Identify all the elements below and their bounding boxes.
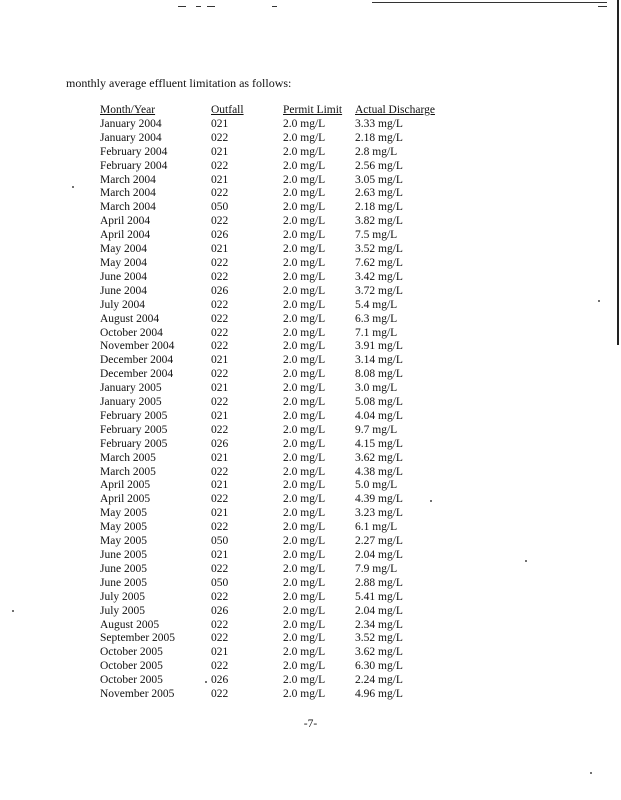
table-row [100, 340, 455, 354]
cell-permit-limit: 2.0 mg/L [283, 535, 326, 548]
cell-actual-discharge: 8.08 mg/L [355, 368, 403, 381]
cell-permit-limit: 2.0 mg/L [283, 521, 326, 534]
cell-actual-discharge: 2.04 mg/L [355, 549, 403, 561]
cell-actual-discharge: 5.41 mg/L [355, 590, 403, 603]
cell-actual-discharge: 5.08 mg/L [355, 396, 403, 409]
table-row [100, 285, 455, 299]
table-row [100, 591, 455, 605]
cell-actual-discharge: 2.18 mg/L [355, 131, 403, 144]
cell-permit-limit: 2.0 mg/L [283, 326, 326, 339]
table-header-row [100, 104, 455, 118]
cell-month-year: March 2004 [100, 187, 156, 200]
cell-actual-discharge: 3.72 mg/L [355, 284, 403, 297]
cell-actual-discharge: 3.14 mg/L [355, 354, 403, 367]
table-row [100, 535, 455, 549]
table-row [100, 410, 455, 424]
cell-permit-limit: 2.0 mg/L [283, 493, 326, 506]
cell-actual-discharge: 4.15 mg/L [355, 437, 403, 450]
cell-month-year: October 2005 [100, 646, 163, 659]
scan-top-rule [372, 2, 607, 3]
header-outfall: Outfall [211, 104, 244, 116]
cell-permit-limit: 2.0 mg/L [283, 173, 326, 186]
cell-month-year: July 2004 [100, 298, 146, 311]
cell-actual-discharge: 7.62 mg/L [355, 256, 403, 269]
cell-month-year: January 2004 [100, 117, 162, 130]
table-row [100, 605, 455, 619]
cell-outfall: 022 [211, 270, 229, 283]
cell-actual-discharge: 3.0 mg/L [355, 382, 398, 395]
cell-permit-limit: 2.0 mg/L [283, 284, 326, 297]
cell-month-year: February 2004 [100, 145, 168, 158]
cell-actual-discharge: 2.56 mg/L [355, 159, 403, 172]
cell-actual-discharge: 4.96 mg/L [355, 688, 403, 701]
scan-speck [525, 560, 527, 562]
cell-permit-limit: 2.0 mg/L [283, 409, 326, 422]
cell-permit-limit: 2.0 mg/L [283, 382, 326, 395]
table-row [100, 257, 455, 271]
table-row [100, 674, 455, 688]
table-row [100, 354, 455, 368]
cell-actual-discharge: 2.88 mg/L [355, 576, 403, 589]
cell-month-year: August 2005 [100, 618, 160, 631]
cell-month-year: May 2005 [100, 521, 147, 534]
cell-actual-discharge: 6.3 mg/L [355, 312, 398, 325]
cell-permit-limit: 2.0 mg/L [283, 396, 326, 409]
cell-month-year: June 2004 [100, 284, 147, 297]
cell-actual-discharge: 3.52 mg/L [355, 243, 403, 256]
table-row [100, 646, 455, 660]
cell-permit-limit: 2.0 mg/L [283, 437, 326, 450]
cell-permit-limit: 2.0 mg/L [283, 354, 326, 367]
cell-permit-limit: 2.0 mg/L [283, 340, 326, 353]
cell-permit-limit: 2.0 mg/L [283, 451, 326, 464]
cell-actual-discharge: 2.24 mg/L [355, 674, 403, 687]
cell-permit-limit: 2.0 mg/L [283, 229, 326, 242]
cell-month-year: May 2004 [100, 243, 147, 256]
cell-outfall: 021 [211, 117, 229, 130]
cell-permit-limit: 2.0 mg/L [283, 159, 326, 172]
cell-month-year: May 2005 [100, 507, 147, 520]
cell-actual-discharge: 3.62 mg/L [355, 451, 403, 464]
table-body [100, 118, 455, 702]
cell-actual-discharge: 7.1 mg/L [355, 326, 398, 339]
cell-month-year: December 2004 [100, 368, 174, 381]
table-row [100, 229, 455, 243]
cell-outfall: 026 [211, 604, 229, 617]
cell-permit-limit: 2.0 mg/L [283, 660, 326, 673]
cell-actual-discharge: 3.33 mg/L [355, 117, 403, 130]
table-row [100, 132, 455, 146]
cell-outfall: 021 [211, 646, 229, 659]
cell-outfall: 050 [211, 201, 229, 214]
cell-outfall: 050 [211, 535, 229, 548]
cell-outfall: 021 [211, 451, 229, 464]
cell-actual-discharge: 2.04 mg/L [355, 604, 403, 617]
cell-actual-discharge: 3.52 mg/L [355, 632, 403, 645]
cell-outfall: 022 [211, 340, 229, 353]
table-row [100, 424, 455, 438]
scan-speck [72, 186, 74, 188]
cell-actual-discharge: 4.38 mg/L [355, 465, 403, 478]
cell-outfall: 022 [211, 590, 229, 603]
cell-actual-discharge: 9.7 mg/L [355, 423, 398, 436]
cell-actual-discharge: 4.04 mg/L [355, 409, 403, 422]
header-permit-limit: Permit Limit [283, 104, 343, 116]
cell-actual-discharge: 5.0 mg/L [355, 479, 398, 492]
scan-dash-mark [598, 6, 607, 7]
scan-dash-mark [207, 6, 215, 7]
cell-outfall: 022 [211, 312, 229, 325]
cell-month-year: November 2005 [100, 688, 175, 701]
cell-actual-discharge: 3.42 mg/L [355, 270, 403, 283]
cell-permit-limit: 2.0 mg/L [283, 201, 326, 214]
cell-actual-discharge: 2.34 mg/L [355, 618, 403, 631]
cell-outfall: 021 [211, 409, 229, 422]
cell-actual-discharge: 6.1 mg/L [355, 521, 398, 534]
cell-permit-limit: 2.0 mg/L [283, 479, 326, 492]
cell-actual-discharge: 6.30 mg/L [355, 660, 403, 673]
cell-month-year: June 2005 [100, 576, 147, 589]
cell-permit-limit: 2.0 mg/L [283, 298, 326, 311]
cell-actual-discharge: 7.5 mg/L [355, 229, 398, 242]
cell-permit-limit: 2.0 mg/L [283, 368, 326, 381]
cell-outfall: 022 [211, 368, 229, 381]
table-row [100, 549, 455, 563]
cell-permit-limit: 2.0 mg/L [283, 131, 326, 144]
cell-month-year: February 2004 [100, 159, 168, 172]
cell-outfall: 026 [211, 229, 229, 242]
header-actual-discharge: Actual Discharge [355, 104, 435, 116]
cell-permit-limit: 2.0 mg/L [283, 187, 326, 200]
cell-outfall: 021 [211, 145, 229, 158]
cell-permit-limit: 2.0 mg/L [283, 604, 326, 617]
table-row [100, 160, 455, 174]
cell-permit-limit: 2.0 mg/L [283, 590, 326, 603]
table-row [100, 577, 455, 591]
cell-month-year: April 2004 [100, 229, 151, 242]
cell-month-year: June 2005 [100, 562, 147, 575]
cell-actual-discharge: 2.27 mg/L [355, 535, 403, 548]
cell-permit-limit: 2.0 mg/L [283, 256, 326, 269]
table-row [100, 174, 455, 188]
scan-right-edge-line [617, 0, 619, 345]
cell-month-year: January 2004 [100, 131, 162, 144]
cell-month-year: November 2004 [100, 340, 175, 353]
cell-month-year: October 2005 [100, 660, 163, 673]
cell-permit-limit: 2.0 mg/L [283, 423, 326, 436]
cell-actual-discharge: 3.23 mg/L [355, 507, 403, 520]
table-row [100, 187, 455, 201]
cell-permit-limit: 2.0 mg/L [283, 465, 326, 478]
cell-month-year: December 2004 [100, 354, 174, 367]
table-row [100, 688, 455, 702]
cell-actual-discharge: 3.62 mg/L [355, 646, 403, 659]
table-row [100, 215, 455, 229]
table-row [100, 396, 455, 410]
cell-actual-discharge: 5.4 mg/L [355, 298, 398, 311]
cell-month-year: January 2005 [100, 396, 162, 409]
cell-outfall: 021 [211, 479, 229, 492]
cell-month-year: March 2005 [100, 465, 156, 478]
cell-month-year: April 2005 [100, 479, 151, 492]
cell-outfall: 026 [211, 284, 229, 297]
cell-outfall: 021 [211, 382, 229, 395]
cell-outfall: 022 [211, 326, 229, 339]
table-row [100, 368, 455, 382]
cell-outfall: 022 [211, 215, 229, 228]
table-row [100, 243, 455, 257]
cell-month-year: March 2005 [100, 451, 156, 464]
cell-actual-discharge: 3.82 mg/L [355, 215, 403, 228]
cell-permit-limit: 2.0 mg/L [283, 646, 326, 659]
table-row [100, 619, 455, 633]
cell-month-year: April 2005 [100, 493, 151, 506]
table-row [100, 327, 455, 341]
table-row [100, 201, 455, 215]
cell-permit-limit: 2.0 mg/L [283, 312, 326, 325]
cell-actual-discharge: 4.39 mg/L [355, 493, 403, 506]
cell-permit-limit: 2.0 mg/L [283, 270, 326, 283]
cell-outfall: 022 [211, 521, 229, 534]
cell-permit-limit: 2.0 mg/L [283, 632, 326, 645]
cell-month-year: October 2004 [100, 326, 163, 339]
cell-permit-limit: 2.0 mg/L [283, 243, 326, 256]
scan-dash-mark [196, 6, 201, 7]
table-row [100, 452, 455, 466]
cell-permit-limit: 2.0 mg/L [283, 215, 326, 228]
table-row [100, 563, 455, 577]
table-row [100, 507, 455, 521]
page-number: -7- [303, 718, 318, 730]
scan-speck [598, 300, 600, 302]
cell-month-year: June 2005 [100, 549, 147, 561]
cell-permit-limit: 2.0 mg/L [283, 562, 326, 575]
table-row [100, 632, 455, 646]
cell-outfall: 026 [211, 674, 229, 687]
cell-actual-discharge: 2.8 mg/L [355, 145, 398, 158]
cell-permit-limit: 2.0 mg/L [283, 674, 326, 687]
cell-outfall: 022 [211, 396, 229, 409]
effluent-table [100, 104, 455, 702]
cell-outfall: 022 [211, 298, 229, 311]
scan-speck [590, 772, 592, 774]
cell-outfall: 022 [211, 688, 229, 701]
cell-actual-discharge: 2.63 mg/L [355, 187, 403, 200]
table-row [100, 438, 455, 452]
cell-outfall: 021 [211, 354, 229, 367]
cell-outfall: 021 [211, 507, 229, 520]
cell-outfall: 022 [211, 187, 229, 200]
table-row [100, 493, 455, 507]
cell-month-year: April 2004 [100, 215, 151, 228]
cell-month-year: August 2004 [100, 312, 160, 325]
cell-outfall: 022 [211, 493, 229, 506]
cell-month-year: February 2005 [100, 409, 168, 422]
cell-outfall: 022 [211, 632, 229, 645]
cell-month-year: May 2005 [100, 535, 147, 548]
cell-outfall: 022 [211, 660, 229, 673]
table-row [100, 299, 455, 313]
cell-month-year: September 2005 [100, 632, 176, 645]
cell-outfall: 022 [211, 159, 229, 172]
cell-outfall: 022 [211, 131, 229, 144]
cell-outfall: 022 [211, 618, 229, 631]
table-row [100, 466, 455, 480]
scan-dash-mark [272, 6, 277, 7]
cell-month-year: March 2004 [100, 201, 156, 214]
table-row [100, 313, 455, 327]
cell-month-year: February 2005 [100, 423, 168, 436]
cell-outfall: 021 [211, 549, 229, 561]
scan-speck [12, 610, 14, 612]
cell-month-year: October 2005 [100, 674, 163, 687]
table-row [100, 382, 455, 396]
cell-actual-discharge: 3.91 mg/L [355, 340, 403, 353]
cell-permit-limit: 2.0 mg/L [283, 576, 326, 589]
cell-month-year: June 2004 [100, 270, 147, 283]
table-row [100, 479, 455, 493]
cell-outfall: 022 [211, 423, 229, 436]
cell-permit-limit: 2.0 mg/L [283, 618, 326, 631]
cell-month-year: February 2005 [100, 437, 168, 450]
scan-dash-mark [178, 6, 186, 7]
cell-permit-limit: 2.0 mg/L [283, 688, 326, 701]
header-month-year: Month/Year [100, 104, 156, 116]
intro-text: monthly average effluent limitation as follows: [66, 76, 292, 90]
cell-permit-limit: 2.0 mg/L [283, 507, 326, 520]
cell-month-year: May 2004 [100, 256, 147, 269]
cell-outfall: 050 [211, 576, 229, 589]
cell-outfall: 022 [211, 256, 229, 269]
cell-outfall: 022 [211, 465, 229, 478]
table-row [100, 146, 455, 160]
cell-outfall: 021 [211, 173, 229, 186]
table-row [100, 521, 455, 535]
cell-outfall: 026 [211, 437, 229, 450]
table-row [100, 118, 455, 132]
cell-actual-discharge: 7.9 mg/L [355, 562, 398, 575]
cell-permit-limit: 2.0 mg/L [283, 549, 326, 561]
cell-actual-discharge: 2.18 mg/L [355, 201, 403, 214]
cell-month-year: January 2005 [100, 382, 162, 395]
cell-month-year: March 2004 [100, 173, 156, 186]
cell-outfall: 022 [211, 562, 229, 575]
cell-month-year: July 2005 [100, 590, 146, 603]
cell-outfall: 021 [211, 243, 229, 256]
cell-month-year: July 2005 [100, 604, 146, 617]
table-row [100, 271, 455, 285]
table-row [100, 660, 455, 674]
cell-actual-discharge: 3.05 mg/L [355, 173, 403, 186]
cell-permit-limit: 2.0 mg/L [283, 117, 326, 130]
cell-permit-limit: 2.0 mg/L [283, 145, 326, 158]
